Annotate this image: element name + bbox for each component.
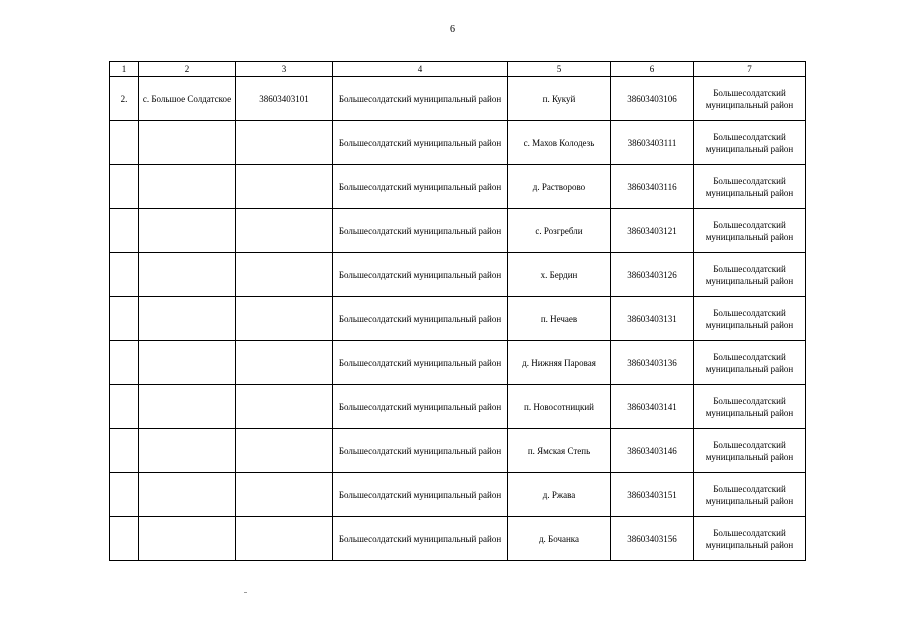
- cell-settlement: п. Новосотницкий: [508, 385, 611, 429]
- cell-district: Большесолдатский муниципальный район: [333, 429, 508, 473]
- cell-settlement: п. Нечаев: [508, 297, 611, 341]
- cell-number: [110, 297, 139, 341]
- header-cell-1: 1: [110, 62, 139, 77]
- cell-number: [110, 253, 139, 297]
- cell-admin-center: с. Большое Солдатское: [139, 77, 236, 121]
- cell-settlement-district: Большесолдатский муниципальный район: [694, 517, 806, 561]
- cell-admin-center: [139, 473, 236, 517]
- cell-settlement-district: Большесолдатский муниципальный район: [694, 253, 806, 297]
- cell-district: Большесолдатский муниципальный район: [333, 385, 508, 429]
- page-number: 6: [450, 24, 455, 35]
- cell-okato-code: [236, 473, 333, 517]
- cell-okato-code: [236, 253, 333, 297]
- cell-okato-code: [236, 209, 333, 253]
- cell-okato-code: [236, 121, 333, 165]
- header-cell-7: 7: [694, 62, 806, 77]
- cell-number: [110, 429, 139, 473]
- table-row: [110, 429, 806, 473]
- table-body: [110, 77, 806, 561]
- cell-district: Большесолдатский муниципальный район: [333, 517, 508, 561]
- cell-settlement: х. Бердин: [508, 253, 611, 297]
- header-cell-3: 3: [236, 62, 333, 77]
- cell-admin-center: [139, 341, 236, 385]
- settlements-table: [109, 61, 806, 561]
- cell-settlement-code: 38603403106: [611, 77, 694, 121]
- cell-settlement-district: Большесолдатский муниципальный район: [694, 121, 806, 165]
- cell-admin-center: [139, 429, 236, 473]
- table-row: [110, 341, 806, 385]
- cell-number: [110, 341, 139, 385]
- cell-okato-code: 38603403101: [236, 77, 333, 121]
- cell-okato-code: [236, 297, 333, 341]
- cell-admin-center: [139, 517, 236, 561]
- cell-settlement: д. Бочанка: [508, 517, 611, 561]
- cell-district: Большесолдатский муниципальный район: [333, 473, 508, 517]
- cell-settlement-code: 38603403116: [611, 165, 694, 209]
- cell-okato-code: [236, 165, 333, 209]
- cell-number: [110, 385, 139, 429]
- header-row: [110, 62, 806, 77]
- cell-settlement-district: Большесолдатский муниципальный район: [694, 385, 806, 429]
- cell-number: [110, 209, 139, 253]
- cell-admin-center: [139, 121, 236, 165]
- table-row: [110, 77, 806, 121]
- cell-okato-code: [236, 517, 333, 561]
- cell-district: Большесолдатский муниципальный район: [333, 253, 508, 297]
- cell-settlement-district: Большесолдатский муниципальный район: [694, 429, 806, 473]
- cell-district: Большесолдатский муниципальный район: [333, 77, 508, 121]
- header-cell-4: 4: [333, 62, 508, 77]
- cell-settlement-district: Большесолдатский муниципальный район: [694, 297, 806, 341]
- cell-settlement: с. Розгребли: [508, 209, 611, 253]
- cell-okato-code: [236, 385, 333, 429]
- header-cell-2: 2: [139, 62, 236, 77]
- cell-admin-center: [139, 209, 236, 253]
- cell-settlement-district: Большесолдатский муниципальный район: [694, 209, 806, 253]
- cell-admin-center: [139, 253, 236, 297]
- header-cell-5: 5: [508, 62, 611, 77]
- cell-district: Большесолдатский муниципальный район: [333, 209, 508, 253]
- cell-settlement-code: 38603403126: [611, 253, 694, 297]
- table-row: [110, 209, 806, 253]
- cell-district: Большесолдатский муниципальный район: [333, 165, 508, 209]
- cell-settlement-district: Большесолдатский муниципальный район: [694, 77, 806, 121]
- cell-settlement: п. Ямская Степь: [508, 429, 611, 473]
- cell-settlement-code: 38603403111: [611, 121, 694, 165]
- cell-settlement-code: 38603403121: [611, 209, 694, 253]
- cell-admin-center: [139, 165, 236, 209]
- cell-number: 2.: [110, 77, 139, 121]
- cell-settlement-code: 38603403131: [611, 297, 694, 341]
- cell-okato-code: [236, 341, 333, 385]
- table-row: [110, 385, 806, 429]
- cell-settlement-code: 38603403146: [611, 429, 694, 473]
- scan-mark: [244, 592, 247, 593]
- cell-settlement-code: 38603403136: [611, 341, 694, 385]
- cell-settlement: п. Кукуй: [508, 77, 611, 121]
- cell-settlement-code: 38603403151: [611, 473, 694, 517]
- cell-number: [110, 473, 139, 517]
- cell-okato-code: [236, 429, 333, 473]
- cell-district: Большесолдатский муниципальный район: [333, 297, 508, 341]
- cell-settlement-code: 38603403141: [611, 385, 694, 429]
- cell-admin-center: [139, 297, 236, 341]
- cell-settlement: д. Ржава: [508, 473, 611, 517]
- cell-settlement-code: 38603403156: [611, 517, 694, 561]
- table-row: [110, 165, 806, 209]
- cell-settlement-district: Большесолдатский муниципальный район: [694, 473, 806, 517]
- table-row: [110, 473, 806, 517]
- cell-admin-center: [139, 385, 236, 429]
- cell-district: Большесолдатский муниципальный район: [333, 341, 508, 385]
- table-row: [110, 253, 806, 297]
- cell-number: [110, 121, 139, 165]
- cell-settlement: д. Нижняя Паровая: [508, 341, 611, 385]
- cell-settlement-district: Большесолдатский муниципальный район: [694, 341, 806, 385]
- cell-settlement-district: Большесолдатский муниципальный район: [694, 165, 806, 209]
- table-row: [110, 121, 806, 165]
- cell-settlement: с. Махов Колодезь: [508, 121, 611, 165]
- header-cell-6: 6: [611, 62, 694, 77]
- table-row: [110, 517, 806, 561]
- cell-settlement: д. Растворово: [508, 165, 611, 209]
- cell-district: Большесолдатский муниципальный район: [333, 121, 508, 165]
- table-row: [110, 297, 806, 341]
- cell-number: [110, 517, 139, 561]
- cell-number: [110, 165, 139, 209]
